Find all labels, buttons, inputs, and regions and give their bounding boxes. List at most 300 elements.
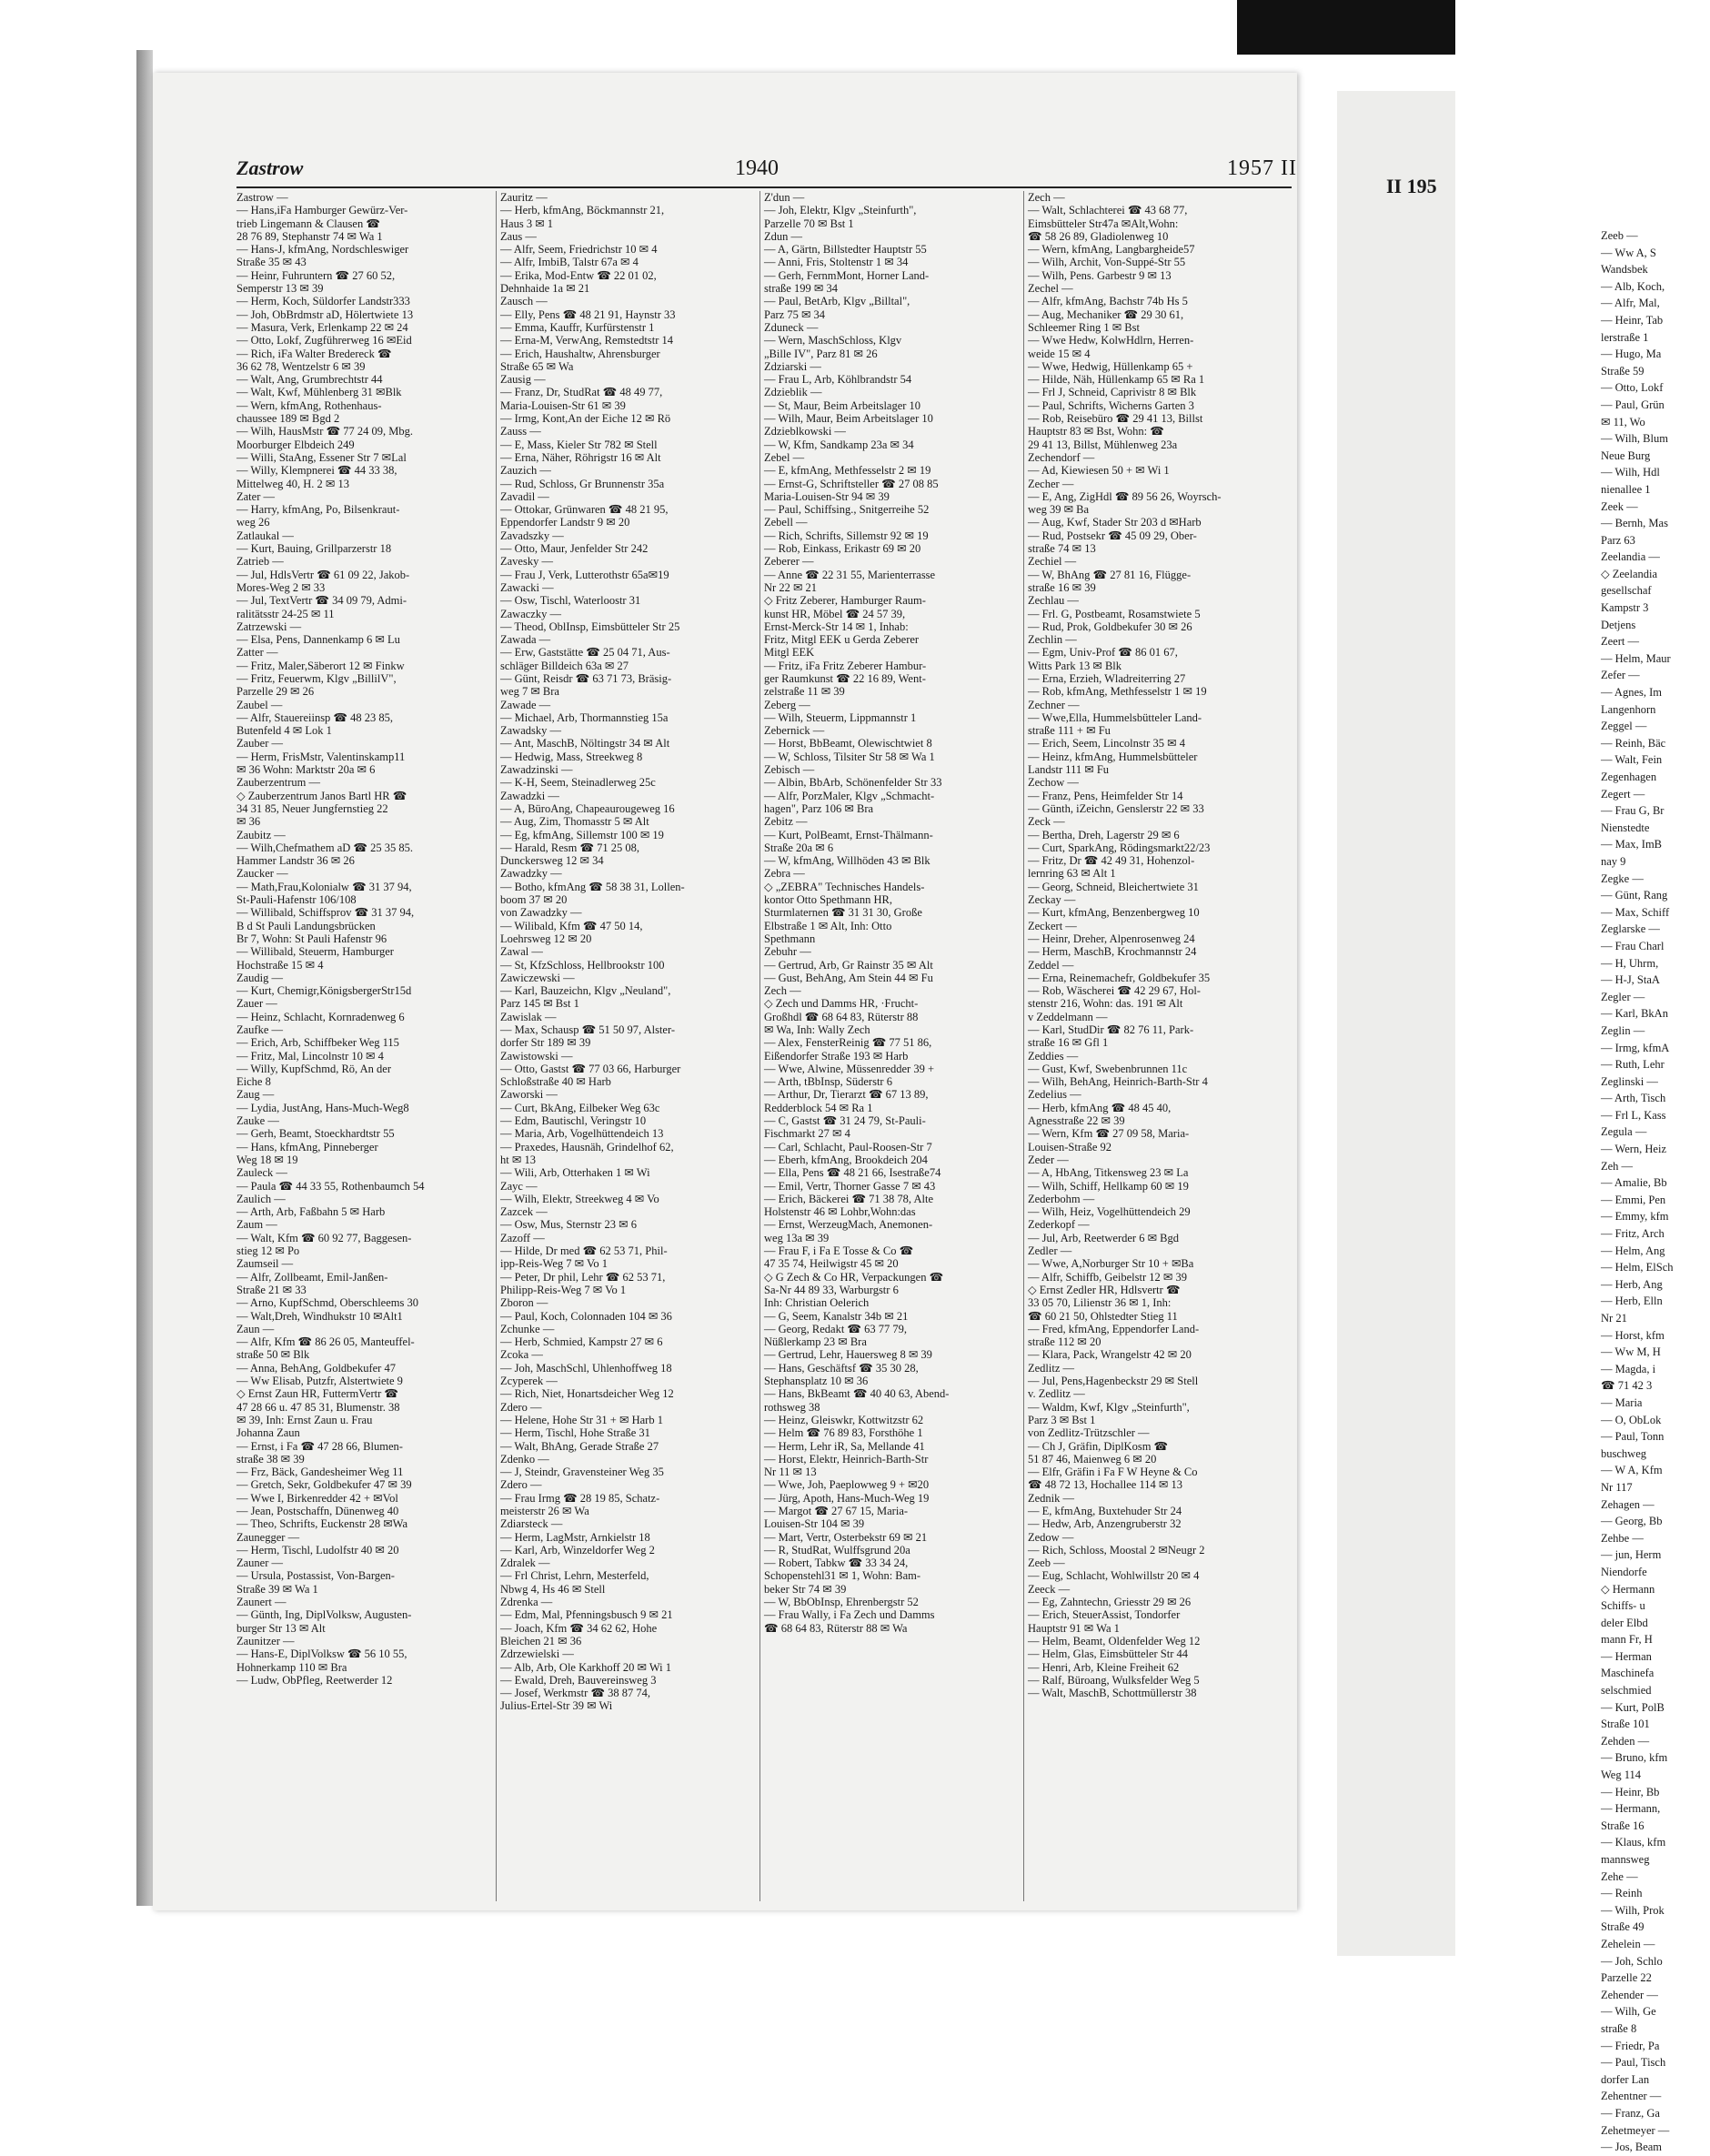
entry-line: Zdiarsteck — bbox=[500, 1517, 563, 1531]
entry-line: Zech — bbox=[764, 984, 801, 998]
entry-line: — Herm, Koch, Süldorfer Landstr333 bbox=[236, 295, 410, 308]
entry-line: ◇ G Zech & Co HR, Verpackungen ☎ bbox=[764, 1270, 944, 1284]
entry-line: — Michael, Arb, Thormannstieg 15a bbox=[500, 710, 669, 724]
entry-line: ◇ Zech und Damms HR, ·Frucht- bbox=[764, 997, 919, 1011]
entry-line: — R, StudRat, Wulffsgrund 20a bbox=[764, 1543, 910, 1557]
entry-line: Schloßstraße 40 ✉ Harb bbox=[500, 1075, 611, 1089]
next-page-entry-line: — Frau Charl bbox=[1601, 939, 1665, 952]
entry-line: ralitätsstr 24-25 ✉ 11 bbox=[236, 607, 335, 620]
entry-line: Zeddel — bbox=[1028, 958, 1074, 972]
entry-line: — Paul, BetArb, Klgv „Billtal", bbox=[764, 295, 910, 308]
entry-line: Zdrzewielski — bbox=[500, 1647, 574, 1661]
entry-line: — Edm, Bautischl, Veringstr 10 bbox=[500, 1114, 647, 1128]
entry-line: — Paula ☎ 44 33 55, Rothenbaumch 54 bbox=[236, 1179, 425, 1193]
next-page-entry-line: Zeh — bbox=[1601, 1159, 1634, 1173]
entry-line: — A, HbAng, Titkensweg 23 ✉ La bbox=[1028, 1166, 1189, 1180]
entry-line: weide 15 ✉ 4 bbox=[1028, 347, 1091, 360]
entry-line: Zavadil — bbox=[500, 489, 549, 503]
entry-line: Haus 3 ✉ 1 bbox=[500, 217, 554, 230]
next-page-edge bbox=[1337, 91, 1674, 2154]
entry-line: — Gertrud, Lehr, Hauersweg 8 ✉ 39 bbox=[764, 1348, 932, 1362]
next-page-entry-line: — Emmy, kfm bbox=[1601, 1210, 1669, 1224]
entry-line: — Ernst, WerzeugMach, Anemonen- bbox=[764, 1218, 933, 1232]
entry-line: Fritz, Mitgl EEK u Gerda Zeberer bbox=[764, 633, 920, 647]
entry-line: — Willy, KupfSchmd, Rö, An der bbox=[236, 1062, 391, 1075]
entry-line: Zaug — bbox=[236, 1088, 275, 1102]
entry-line: — Frl. G, Postbeamt, Rosamstwiete 5 bbox=[1028, 607, 1201, 620]
entry-line: — Hedwig, Mass, Streekweg 8 bbox=[500, 750, 643, 763]
next-page-entry-line: Nienstedte bbox=[1601, 821, 1650, 834]
entry-line: — Eberh, kfmAng, Brookdeich 204 bbox=[764, 1153, 928, 1166]
entry-line: Zaumseil — bbox=[236, 1257, 294, 1271]
next-page-entry-line: Zehetmeyer — bbox=[1601, 2123, 1670, 2137]
next-page-entry-line: Parz 63 bbox=[1601, 533, 1635, 547]
entry-line: — Herm, Tischl, Hohe Straße 31 bbox=[500, 1426, 650, 1440]
entry-line: Zdziarski — bbox=[764, 359, 821, 373]
entry-line: — Ernst-G, Schriftsteller ☎ 27 08 85 bbox=[764, 477, 939, 490]
entry-line: straße 74 ✉ 13 bbox=[1028, 542, 1096, 556]
next-page-entry-line: Zeek — bbox=[1601, 499, 1638, 513]
entry-line: schläger Billdeich 63a ✉ 27 bbox=[500, 659, 629, 672]
entry-line: — Erna, Näher, Röhrigstr 16 ✉ Alt bbox=[500, 450, 661, 464]
next-page-entry-line: Zeelandia — bbox=[1601, 550, 1660, 564]
directory-column-4 bbox=[1028, 191, 1282, 1699]
entry-line: — Rob, Einkass, Erikastr 69 ✉ 20 bbox=[764, 542, 921, 556]
entry-line: — Ant, MaschB, Nöltingstr 34 ✉ Alt bbox=[500, 737, 670, 751]
entry-line: — Heinz, Gleiswkr, Kottwitzstr 62 bbox=[764, 1413, 924, 1426]
next-page-entry-line: — Amalie, Bb bbox=[1601, 1176, 1667, 1190]
entry-line: — Ludw, ObPfleg, Reetwerder 12 bbox=[236, 1673, 393, 1687]
entry-line: Stephansplatz 10 ✉ 36 bbox=[764, 1375, 869, 1388]
entry-line: — Ad, Kiewiesen 50 + ✉ Wi 1 bbox=[1028, 464, 1170, 478]
next-page-entry-line: — jun, Herm bbox=[1601, 1548, 1662, 1562]
entry-line: — Willibald, Schiffsprov ☎ 31 37 94, bbox=[236, 906, 415, 920]
entry-line: — Wilh, Heiz, Vogelhüttendeich 29 bbox=[1028, 1205, 1191, 1219]
entry-line: Inh: Christian Oelerich bbox=[764, 1296, 870, 1310]
entry-line: — Herm, Tischl, Ludolfstr 40 ✉ 20 bbox=[236, 1543, 399, 1557]
entry-line: — Fritz, Dr ☎ 42 49 31, Hohenzol- bbox=[1028, 854, 1195, 868]
directory-column-2 bbox=[500, 191, 755, 1713]
entry-line: Zebisch — bbox=[764, 763, 815, 777]
entry-line: Zcoka — bbox=[500, 1348, 543, 1362]
entry-line: stenstr 216, Wohn: das. 191 ✉ Alt bbox=[1028, 997, 1183, 1011]
header-rule bbox=[236, 186, 1292, 188]
entry-line: Hohnerkamp 110 ✉ Bra bbox=[236, 1660, 347, 1674]
next-page-entry-line: — Wern, Heiz bbox=[1601, 1143, 1667, 1156]
next-page-entry-line: selschmied bbox=[1601, 1684, 1652, 1698]
entry-line: Hammer Landstr 36 ✉ 26 bbox=[236, 854, 355, 868]
entry-line: Johanna Zaun bbox=[236, 1426, 300, 1440]
entry-line: — Jean, Postschaffn, Dünenweg 40 bbox=[236, 1504, 399, 1517]
entry-line: — Helm, Beamt, Oldenfelder Weg 12 bbox=[1028, 1634, 1201, 1647]
entry-line: Nbwg 4, Hs 46 ✉ Stell bbox=[500, 1582, 606, 1596]
entry-line: — Lydia, JustAng, Hans-Much-Weg8 bbox=[236, 1101, 409, 1114]
entry-line: Zawiczewski — bbox=[500, 971, 575, 984]
entry-line: Zederbohm — bbox=[1028, 1192, 1095, 1205]
entry-line: — Hans,iFa Hamburger Gewürz-Ver- bbox=[236, 204, 408, 217]
entry-line: Zedelius — bbox=[1028, 1088, 1081, 1102]
next-page-entry-line: — Arth, Tisch bbox=[1601, 1092, 1666, 1105]
entry-line: Zedow — bbox=[1028, 1530, 1074, 1544]
next-page-entry-line: — Wilh, Ge bbox=[1601, 2005, 1656, 2019]
entry-line: Mitgl EEK bbox=[764, 646, 815, 660]
next-page-entry-line: — Ww A, S bbox=[1601, 246, 1656, 259]
next-page-entry-line: — Georg, Bb bbox=[1601, 1515, 1663, 1528]
entry-line: — Erw, Gaststätte ☎ 25 04 71, Aus- bbox=[500, 646, 670, 660]
entry-line: Zaun — bbox=[236, 1322, 275, 1335]
entry-line: Hochstraße 15 ✉ 4 bbox=[236, 958, 324, 972]
entry-line: — Arno, KupfSchmd, Oberschleems 30 bbox=[236, 1296, 418, 1310]
entry-line: — Peter, Dr phil, Lehr ☎ 62 53 71, bbox=[500, 1270, 666, 1284]
next-page-entry-line: Nr 117 bbox=[1601, 1480, 1633, 1494]
next-page-entry-line: Maschinefa bbox=[1601, 1667, 1655, 1680]
entry-line: — Wilh, Elektr, Streekweg 4 ✉ Vo bbox=[500, 1192, 659, 1205]
entry-line: Zaunegger — bbox=[236, 1530, 300, 1544]
entry-line: — Herm, FrisMstr, Valentinskamp11 bbox=[236, 750, 406, 763]
entry-line: Zawadzki — bbox=[500, 789, 559, 802]
entry-line: Zebitz — bbox=[764, 815, 808, 829]
left-margin-strip bbox=[136, 50, 153, 1906]
entry-line: Zduneck — bbox=[764, 320, 819, 334]
entry-line: Zatrieb — bbox=[236, 555, 284, 569]
entry-line: Eißendorfer Straße 193 ✉ Harb bbox=[764, 1049, 909, 1063]
next-page-entry-line: — Max, ImB bbox=[1601, 838, 1663, 851]
entry-line: — Wwe, A,Norburger Str 10 + ✉Ba bbox=[1028, 1257, 1194, 1271]
entry-line: Zboron — bbox=[500, 1296, 548, 1310]
entry-line: — Rob, Reisebüro ☎ 29 41 13, Billst bbox=[1028, 412, 1203, 426]
entry-line: — Praxedes, Hausnäh, Grindelhof 62, bbox=[500, 1140, 674, 1154]
entry-line: Dehnhaide 1a ✉ 21 bbox=[500, 282, 590, 296]
entry-line: — E, Mass, Kieler Str 782 ✉ Stell bbox=[500, 438, 658, 451]
next-page-entry-line: — Agnes, Im bbox=[1601, 686, 1663, 700]
next-page-entry-line: — Ww M, H bbox=[1601, 1345, 1661, 1359]
entry-line: — Waldm, Kwf, Klgv „Steinfurth", bbox=[1028, 1400, 1190, 1414]
entry-line: Zaubitz — bbox=[236, 828, 286, 841]
entry-line: ◇ Ernst Zaun HR, FuttermVertr ☎ bbox=[236, 1387, 398, 1401]
next-page-entry-line: — Paul, Grün bbox=[1601, 398, 1665, 411]
entry-line: — E, kfmAng, Buxtehuder Str 24 bbox=[1028, 1504, 1182, 1517]
next-page-entry-line: Weg 114 bbox=[1601, 1768, 1642, 1782]
entry-line: — Herb, kfmAng ☎ 48 45 40, bbox=[1028, 1101, 1172, 1114]
next-page-entry-line: Zeert — bbox=[1601, 635, 1639, 649]
entry-line: kontor Otto Spethmann HR, bbox=[764, 893, 892, 907]
next-page-entry-line: lerstraße 1 bbox=[1601, 330, 1649, 344]
entry-line: — Alfr, Seem, Friedrichstr 10 ✉ 4 bbox=[500, 243, 658, 257]
entry-line: Zcyperek — bbox=[500, 1375, 558, 1388]
entry-line: Eppendorfer Landstr 9 ✉ 20 bbox=[500, 516, 630, 529]
entry-line: — Eug, Schlacht, Wohlwillstr 20 ✉ 4 bbox=[1028, 1569, 1200, 1583]
entry-line: — Helm ☎ 76 89 83, Forsthöhe 1 bbox=[764, 1426, 923, 1440]
entry-line: stieg 12 ✉ Po bbox=[236, 1244, 300, 1258]
next-page-entry-line: mann Fr, H bbox=[1601, 1633, 1653, 1647]
next-page-entry-line: — Ruth, Lehr bbox=[1601, 1058, 1665, 1072]
entry-line: — Erich, Seem, Lincolnstr 35 ✉ 4 bbox=[1028, 737, 1185, 751]
entry-line: ◇ Zauberzentrum Janos Bartl HR ☎ bbox=[236, 789, 407, 802]
entry-line: — Herm, Lehr iR, Sa, Mellande 41 bbox=[764, 1439, 925, 1453]
entry-line: Sturmlaternen ☎ 31 31 30, Große bbox=[764, 906, 922, 920]
entry-line: — Frau L, Arb, Köhlbrandstr 54 bbox=[764, 373, 912, 387]
entry-line: — Fritz, Feuerwm, Klgv „BillilV", bbox=[236, 671, 397, 685]
next-page-entry-line: ✉ 11, Wo bbox=[1601, 415, 1645, 428]
next-page-entry-line: Zehden — bbox=[1601, 1734, 1650, 1748]
entry-line: 34 31 85, Neuer Jungfernstieg 22 bbox=[236, 801, 388, 815]
entry-line: — Elsa, Pens, Dannenkamp 6 ✉ Lu bbox=[236, 633, 400, 647]
entry-line: — Willy, Klempnerei ☎ 44 33 38, bbox=[236, 464, 397, 478]
entry-line: — Hans, kfmAng, Pinneberger bbox=[236, 1140, 378, 1154]
next-page-entry-line: — Klaus, kfm bbox=[1601, 1836, 1666, 1849]
entry-line: — Herm, LagMstr, Arnkielstr 18 bbox=[500, 1530, 650, 1544]
entry-line: Zauberzentrum — bbox=[236, 776, 320, 790]
entry-line: — Rich, iFa Walter Bredereck ☎ bbox=[236, 347, 392, 360]
entry-line: Zauritz — bbox=[500, 191, 548, 204]
entry-line: straße 16 ✉ Gfl 1 bbox=[1028, 1036, 1109, 1050]
column-divider bbox=[759, 191, 760, 1901]
entry-line: straße 111 + ✉ Fu bbox=[1028, 724, 1111, 738]
next-page-entry-line: — Herb, Elln bbox=[1601, 1295, 1663, 1308]
entry-line: Zchunke — bbox=[500, 1322, 555, 1335]
next-page-entry-line: — Otto, Lokf bbox=[1601, 381, 1664, 395]
next-page-entry-line: — Max, Schiff bbox=[1601, 905, 1670, 919]
entry-line: — Hans, Geschäftsf ☎ 35 30 28, bbox=[764, 1361, 919, 1375]
entry-line: Dunckersweg 12 ✉ 34 bbox=[500, 854, 604, 868]
entry-line: ◇ Ernst Zedler HR, Hdlsvertr ☎ bbox=[1028, 1283, 1181, 1296]
entry-line: — Horst, BbBeamt, Olewischtwiet 8 bbox=[764, 737, 932, 751]
next-page-entry-line: Nr 21 bbox=[1601, 1312, 1627, 1325]
entry-line: — Jul, HdlsVertr ☎ 61 09 22, Jakob- bbox=[236, 568, 410, 581]
entry-line: Zaucker — bbox=[236, 867, 288, 881]
next-page-entry-line: straße 8 bbox=[1601, 2021, 1637, 2035]
entry-line: — Walt, MaschB, Schottmüllerstr 38 bbox=[1028, 1687, 1197, 1700]
entry-line: Zedlitz — bbox=[1028, 1361, 1075, 1375]
entry-line: — Gust, BehAng, Am Stein 44 ✉ Fu bbox=[764, 971, 933, 984]
entry-line: ✉ 39, Inh: Ernst Zaun u. Frau bbox=[236, 1413, 373, 1426]
next-page-entry-line: — Magda, i bbox=[1601, 1362, 1656, 1375]
directory-page bbox=[153, 73, 1297, 1910]
entry-line: — Carl, Schlacht, Paul-Roosen-Str 7 bbox=[764, 1140, 932, 1154]
next-page-entry-line: — Maria bbox=[1601, 1395, 1643, 1409]
entry-line: — Joh, ObBrdmstr aD, Hölertwiete 13 bbox=[236, 307, 414, 321]
entry-line: — Walt, BhAng, Gerade Straße 27 bbox=[500, 1439, 659, 1453]
entry-line: ☎ 68 64 83, Rüterstr 88 ✉ Wa bbox=[764, 1621, 908, 1635]
next-page-entry-line: Zegula — bbox=[1601, 1125, 1647, 1139]
entry-line: — Günth, Ing, DiplVolksw, Augusten- bbox=[236, 1608, 412, 1622]
next-page-entry-line: — Heinr, Bb bbox=[1601, 1785, 1660, 1798]
entry-line: Zaum — bbox=[236, 1218, 277, 1232]
entry-line: — Albin, BbArb, Schönenfelder Str 33 bbox=[764, 776, 942, 790]
entry-line: — Aug, Mechaniker ☎ 29 30 61, bbox=[1028, 307, 1184, 321]
entry-line: — Wern, kfmAng, Langbargheide57 bbox=[1028, 243, 1195, 257]
entry-line: trieb Lingemann & Clausen ☎ bbox=[236, 217, 380, 230]
entry-line: weg 7 ✉ Bra bbox=[500, 685, 559, 699]
entry-line: Zdralek — bbox=[500, 1557, 550, 1570]
entry-line: — Maria, Arb, Vogelhüttendeich 13 bbox=[500, 1127, 664, 1141]
entry-line: Straße 35 ✉ 43 bbox=[236, 256, 307, 269]
next-page-entry-line: — Hermann, bbox=[1601, 1802, 1661, 1816]
entry-line: Sa-Nr 44 89 33, Warburgstr 6 bbox=[764, 1283, 899, 1296]
entry-line: — Anna, BehAng, Goldbekufer 47 bbox=[236, 1361, 396, 1375]
entry-line: — Alfr, Kfm ☎ 86 26 05, Manteuffel- bbox=[236, 1335, 415, 1349]
entry-line: Zauber — bbox=[236, 737, 284, 751]
entry-line: Zawislak — bbox=[500, 1010, 557, 1023]
entry-line: — Erich, SteuerAssist, Tondorfer bbox=[1028, 1608, 1181, 1622]
entry-line: — Wili, Arb, Otterhaken 1 ✉ Wi bbox=[500, 1166, 650, 1180]
next-page-entry-line: — Horst, kfm bbox=[1601, 1328, 1665, 1342]
next-page-entry-line: Neue Burg bbox=[1601, 448, 1651, 462]
entry-line: — Walt,Dreh, Windhukstr 10 ✉Alt1 bbox=[236, 1309, 403, 1323]
next-page-entry-line: — Herman bbox=[1601, 1649, 1652, 1663]
entry-line: Weg 18 ✉ 19 bbox=[236, 1153, 298, 1166]
next-page-entry-line: Zeglarske — bbox=[1601, 922, 1660, 936]
next-page-entry-line: deler Elbd bbox=[1601, 1616, 1648, 1629]
entry-line: — Rich, Schrifts, Sillemstr 92 ✉ 19 bbox=[764, 529, 929, 542]
entry-line: — Wilibald, Kfm ☎ 47 50 14, bbox=[500, 919, 643, 932]
entry-line: straße 16 ✉ 39 bbox=[1028, 580, 1096, 594]
entry-line: Eiche 8 bbox=[236, 1075, 271, 1089]
entry-line: Zaunitzer — bbox=[236, 1634, 295, 1647]
entry-line: — Max, Schausp ☎ 51 50 97, Alster- bbox=[500, 1023, 676, 1036]
entry-line: — Wilh,Chefmathem aD ☎ 25 35 85. bbox=[236, 841, 413, 854]
entry-line: — Rich, Schloss, Moostal 2 ✉Neugr 2 bbox=[1028, 1543, 1205, 1557]
entry-line: — Gertrud, Arb, Gr Rainstr 35 ✉ Alt bbox=[764, 958, 933, 972]
entry-line: — Alfr, kfmAng, Bachstr 74b Hs 5 bbox=[1028, 295, 1188, 308]
entry-line: Zechlau — bbox=[1028, 594, 1079, 608]
entry-line: Zauner — bbox=[236, 1557, 284, 1570]
entry-line: Parzelle 29 ✉ 26 bbox=[236, 685, 315, 699]
entry-line: — St, Maur, Beim Arbeitslager 10 bbox=[764, 398, 921, 412]
entry-line: — St, KfzSchloss, Hellbrookstr 100 bbox=[500, 958, 665, 972]
entry-line: Zaudig — bbox=[236, 971, 284, 984]
entry-line: ✉ 36 bbox=[236, 815, 261, 829]
entry-line: 29 41 13, Billst, Mühlenweg 23a bbox=[1028, 438, 1178, 451]
entry-line: — Walt, Schlachterei ☎ 43 68 77, bbox=[1028, 204, 1188, 217]
entry-line: — Margot ☎ 27 67 15, Maria- bbox=[764, 1504, 909, 1517]
entry-line: — Erich, Arb, Schiffbeker Weg 115 bbox=[236, 1036, 399, 1050]
entry-line: — Alfr, Schiffb, Geibelstr 12 ✉ 39 bbox=[1028, 1270, 1187, 1284]
entry-line: — Herm, MaschB, Krochmannstr 24 bbox=[1028, 945, 1197, 959]
next-page-entry-line: — O, ObLok bbox=[1601, 1413, 1662, 1426]
next-page-entry-line: — Heinr, Tab bbox=[1601, 313, 1664, 327]
next-page-entry-line: — Reinh, Bäc bbox=[1601, 736, 1666, 750]
entry-line: Zawistowski — bbox=[500, 1049, 573, 1063]
entry-line: Zaufke — bbox=[236, 1023, 284, 1036]
entry-line: — Arth, tBbInsp, Süderstr 6 bbox=[764, 1075, 892, 1089]
entry-line: Zdzieblkowski — bbox=[764, 425, 846, 438]
entry-line: Parz 145 ✉ Bst 1 bbox=[500, 997, 579, 1011]
entry-line: Zeckert — bbox=[1028, 919, 1077, 932]
next-page-entry-line: mannsweg bbox=[1601, 1853, 1650, 1866]
entry-line: — Otto, Gastst ☎ 77 03 66, Harburger bbox=[500, 1062, 681, 1075]
entry-line: straße 50 ✉ Blk bbox=[236, 1348, 310, 1362]
entry-line: Zebell — bbox=[764, 516, 808, 529]
entry-line: Zdrenka — bbox=[500, 1596, 553, 1609]
header-surname: Zastrow bbox=[236, 156, 304, 179]
entry-line: — Egm, Univ-Prof ☎ 86 01 67, bbox=[1028, 646, 1178, 660]
entry-line: — Fred, kfmAng, Eppendorfer Land- bbox=[1028, 1322, 1200, 1335]
entry-line: — Wwe, Alwine, Müssenredder 39 + bbox=[764, 1062, 934, 1075]
entry-line: Zauzich — bbox=[500, 464, 551, 478]
next-page-entry-line: Zegenhagen bbox=[1601, 771, 1657, 783]
next-page-entry-line: Zehagen — bbox=[1601, 1497, 1655, 1511]
entry-line: — Hans-J, kfmAng, Nordschleswiger bbox=[236, 243, 409, 257]
entry-line: — Masura, Verk, Erlenkamp 22 ✉ 24 bbox=[236, 320, 408, 334]
entry-line: Zayc — bbox=[500, 1179, 538, 1193]
entry-line: — Robert, Tabkw ☎ 33 34 24, bbox=[764, 1557, 909, 1570]
next-page-entry-line: Straße 59 bbox=[1601, 364, 1645, 378]
entry-line: — Wern, kfmAng, Rothenhaus- bbox=[236, 398, 382, 412]
next-page-entry-line: — Paul, Tisch bbox=[1601, 2056, 1666, 2070]
entry-line: — J, Steindr, Gravensteiner Weg 35 bbox=[500, 1466, 664, 1479]
entry-line: — Wilh, BehAng, Heinrich-Barth-Str 4 bbox=[1028, 1075, 1208, 1089]
entry-line: Zechiel — bbox=[1028, 555, 1077, 569]
entry-line: — Anni, Fris, Stoltenstr 1 ✉ 34 bbox=[764, 256, 909, 269]
next-page-entry-line: — Friedr, Pa bbox=[1601, 2039, 1660, 2052]
entry-line: ht ✉ 13 bbox=[500, 1153, 536, 1166]
next-page-entry-line: Zeeb — bbox=[1601, 229, 1638, 242]
entry-line: — Harry, kfmAng, Po, Bilsenkraut- bbox=[236, 503, 400, 517]
entry-line: — Ernst, i Fa ☎ 47 28 66, Blumen- bbox=[236, 1439, 403, 1453]
entry-line: — Alfr, PorzMaler, Klgv „Schmacht- bbox=[764, 789, 935, 802]
entry-line: Louisen-Straße 92 bbox=[1028, 1140, 1112, 1154]
entry-line: Elbstraße 1 ✉ Alt, Inh: Otto bbox=[764, 919, 892, 932]
next-page-entry-line: ◇ Hermann bbox=[1601, 1582, 1655, 1596]
entry-line: Zawadzinski — bbox=[500, 763, 573, 777]
entry-line: — Otto, Maur, Jenfelder Str 242 bbox=[500, 542, 649, 556]
next-page-entry-line: — Herb, Ang bbox=[1601, 1277, 1663, 1291]
entry-line: — Frau F, i Fa E Tosse & Co ☎ bbox=[764, 1244, 914, 1258]
next-page-entry-line: Zegler — bbox=[1601, 990, 1645, 1003]
entry-line: — Günth, iZeichn, Genslerstr 22 ✉ 33 bbox=[1028, 801, 1204, 815]
entry-line: Zaunert — bbox=[236, 1596, 287, 1609]
entry-line: — Hans-E, DiplVolksw ☎ 56 10 55, bbox=[236, 1647, 407, 1661]
next-page-entry-line: Zeggel — bbox=[1601, 720, 1647, 733]
entry-line: straße 112 ✉ 20 bbox=[1028, 1335, 1101, 1349]
entry-line: Louisen-Str 104 ✉ 39 bbox=[764, 1517, 865, 1531]
next-page-column bbox=[1601, 227, 1710, 2156]
next-page-entry-line: — Franz, Ga bbox=[1601, 2106, 1660, 2120]
entry-line: — Wwe, Hedwig, Hüllenkamp 65 + bbox=[1028, 359, 1193, 373]
entry-line: weg 13a ✉ 39 bbox=[764, 1231, 830, 1244]
entry-line: — Klara, Pack, Wrangelstr 42 ✉ 20 bbox=[1028, 1348, 1192, 1362]
entry-line: Maria-Louisen-Str 61 ✉ 39 bbox=[500, 398, 626, 412]
entry-line: Zavesky — bbox=[500, 555, 553, 569]
entry-line: — Anne ☎ 22 31 55, Marienterrasse bbox=[764, 568, 936, 581]
next-page-entry-line: buschweg bbox=[1601, 1446, 1646, 1460]
entry-line: — Heinz, Schlacht, Kornradenweg 6 bbox=[236, 1010, 405, 1023]
entry-line: Zeberg — bbox=[764, 698, 810, 711]
entry-line: — Rob, kfmAng, Methfesselstr 1 ✉ 19 bbox=[1028, 685, 1207, 699]
next-page-entry-line: Detjens bbox=[1601, 618, 1636, 631]
entry-line: Zechendorf — bbox=[1028, 450, 1095, 464]
entry-line: — Heinr, Dreher, Alpenrosenweg 24 bbox=[1028, 932, 1195, 945]
entry-line: — Hilde, Dr med ☎ 62 53 71, Phil- bbox=[500, 1244, 668, 1258]
entry-line: kunst HR, Möbel ☎ 24 57 39, bbox=[764, 607, 906, 620]
entry-line: „Bille IV", Parz 81 ✉ 26 bbox=[764, 347, 878, 360]
entry-line: Zeckay — bbox=[1028, 893, 1076, 907]
next-page-entry-line: — H-J, StaA bbox=[1601, 973, 1660, 987]
entry-line: ✉ 36 Wohn: Marktstr 20a ✉ 6 bbox=[236, 763, 376, 777]
next-page-entry-line: — Frl L, Kass bbox=[1601, 1108, 1666, 1122]
entry-line: hagen", Parz 106 ✉ Bra bbox=[764, 801, 874, 815]
directory-column-3 bbox=[764, 191, 1019, 1635]
entry-line: Zaulich — bbox=[236, 1192, 286, 1205]
entry-line: dorfer Str 189 ✉ 39 bbox=[500, 1036, 591, 1050]
entry-line: Zdenko — bbox=[500, 1452, 549, 1466]
entry-line: — Walt, Kwf, Mühlenberg 31 ✉Blk bbox=[236, 386, 402, 399]
entry-line: — Günt, Reisdr ☎ 63 71 73, Bräsig- bbox=[500, 671, 672, 685]
entry-line: Zauke — bbox=[236, 1114, 279, 1128]
next-page-entry-line: — Paul, Tonn bbox=[1601, 1430, 1665, 1444]
entry-line: — Arth, Arb, Faßbahn 5 ✉ Harb bbox=[236, 1205, 386, 1219]
